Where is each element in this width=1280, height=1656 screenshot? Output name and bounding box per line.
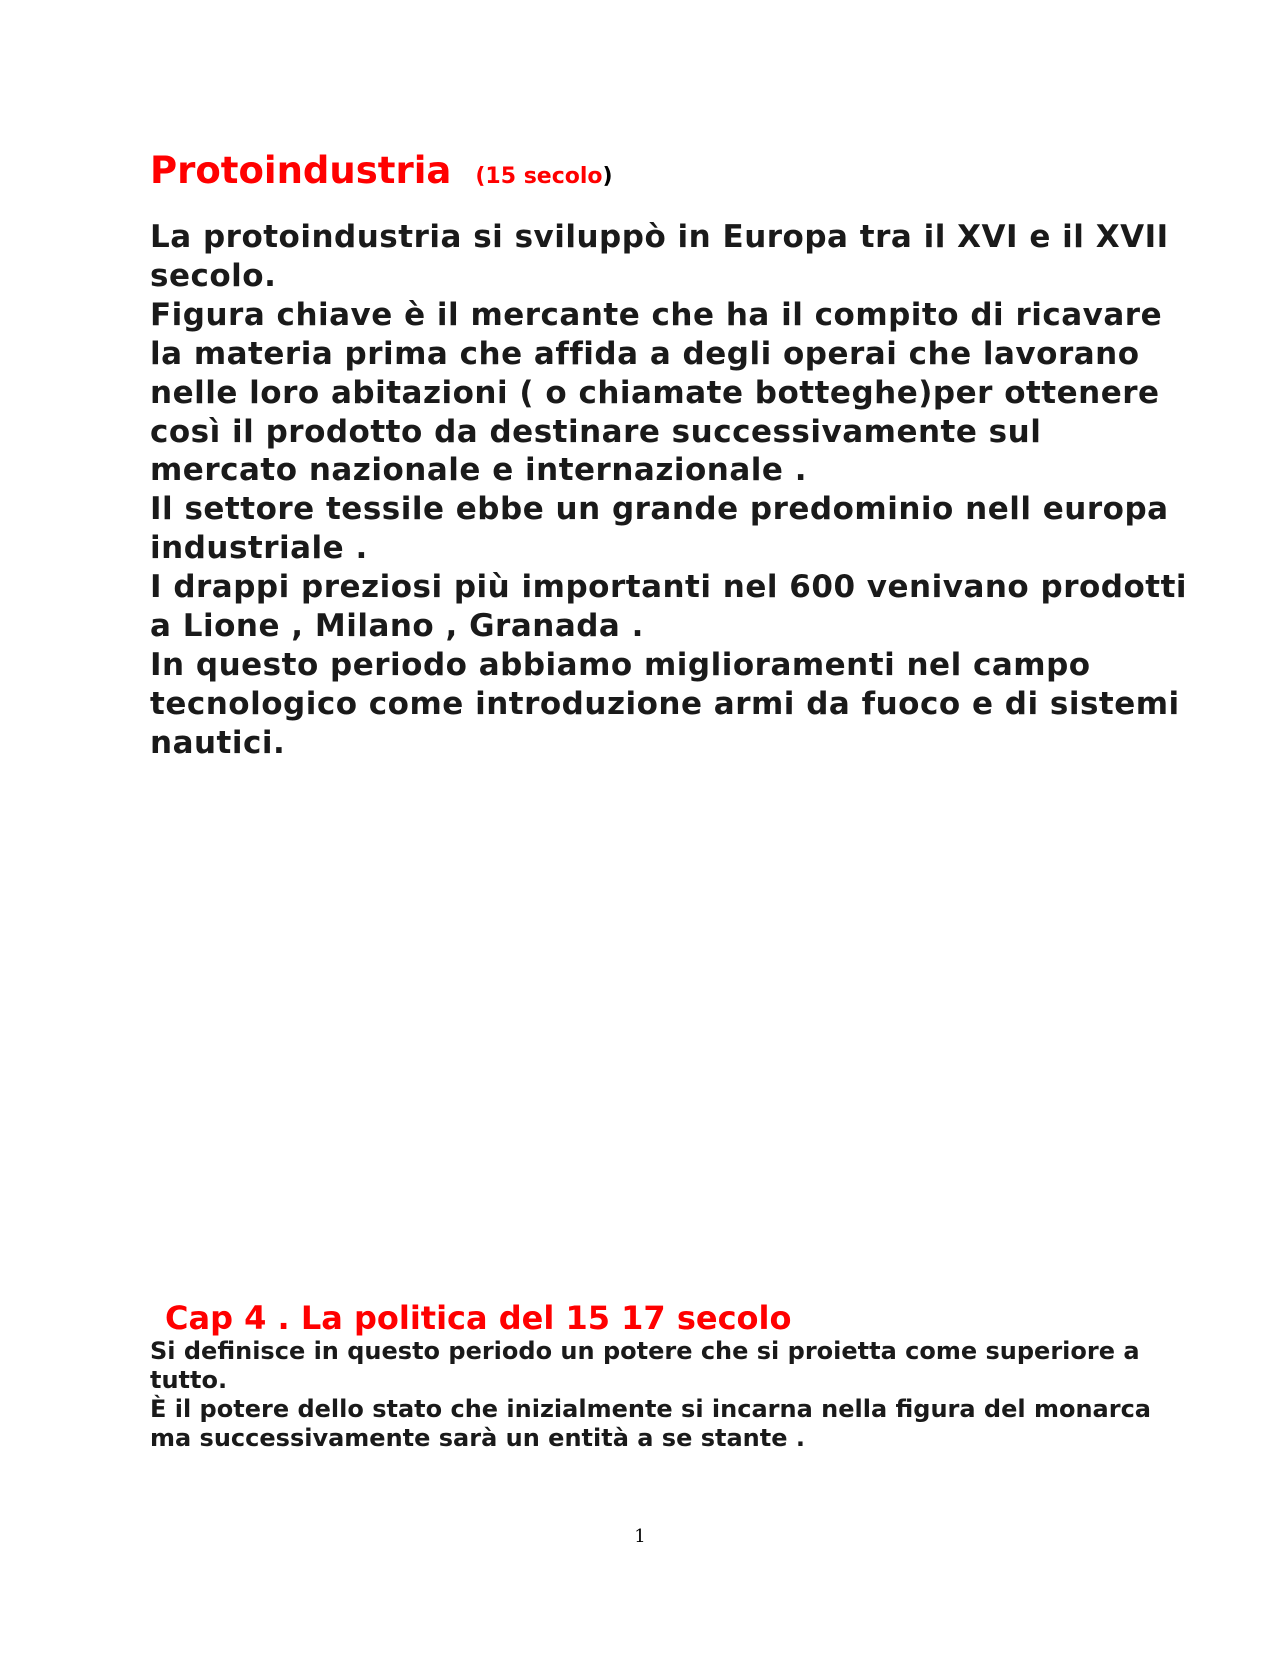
page-number: 1 [634,1526,646,1547]
subtitle-close-paren: ) [602,164,613,189]
paragraph: I drappi preziosi più importanti nel 600 venivano prodotti a Lione , Milano , Granada . [150,569,1188,645]
chapter-body [150,1337,1190,1453]
title-text: Protoindustria [150,149,452,192]
page-title [150,149,613,199]
paragraph: Il settore tessile ebbe un grande predominio nell europa industriale . [150,491,1169,567]
paragraph: Si definisce in questo periodo un potere che si proietta come superiore a tutto. [150,1337,1140,1394]
protoindustria-body [150,218,1190,763]
paragraph: Figura chiave è il mercante che ha il compito di ricavare la materia prima che affida a degli operai che lavorano nelle loro abitazioni ( o chiamate botteghe)per ottenere così il prodotto da destinare successivamente sul mercato nazionale e internazionale . [150,296,1163,489]
title-subtitle [475,164,612,189]
chapter-heading: Cap 4 . La politica del 15 17 secolo [165,1299,792,1337]
paragraph: È il potere dello stato che inizialmente si incarna nella figura del monarca ma successivamente sarà un entità a se stante . [150,1395,1152,1452]
paragraph: In questo periodo abbiamo miglioramenti nel campo tecnologico come introduzione armi da fuoco e di sistemi nautici. [150,646,1180,761]
subtitle-text: (15 secolo [475,164,603,189]
paragraph: La protoindustria si sviluppò in Europa tra il XVI e il XVII secolo. [150,219,1169,294]
